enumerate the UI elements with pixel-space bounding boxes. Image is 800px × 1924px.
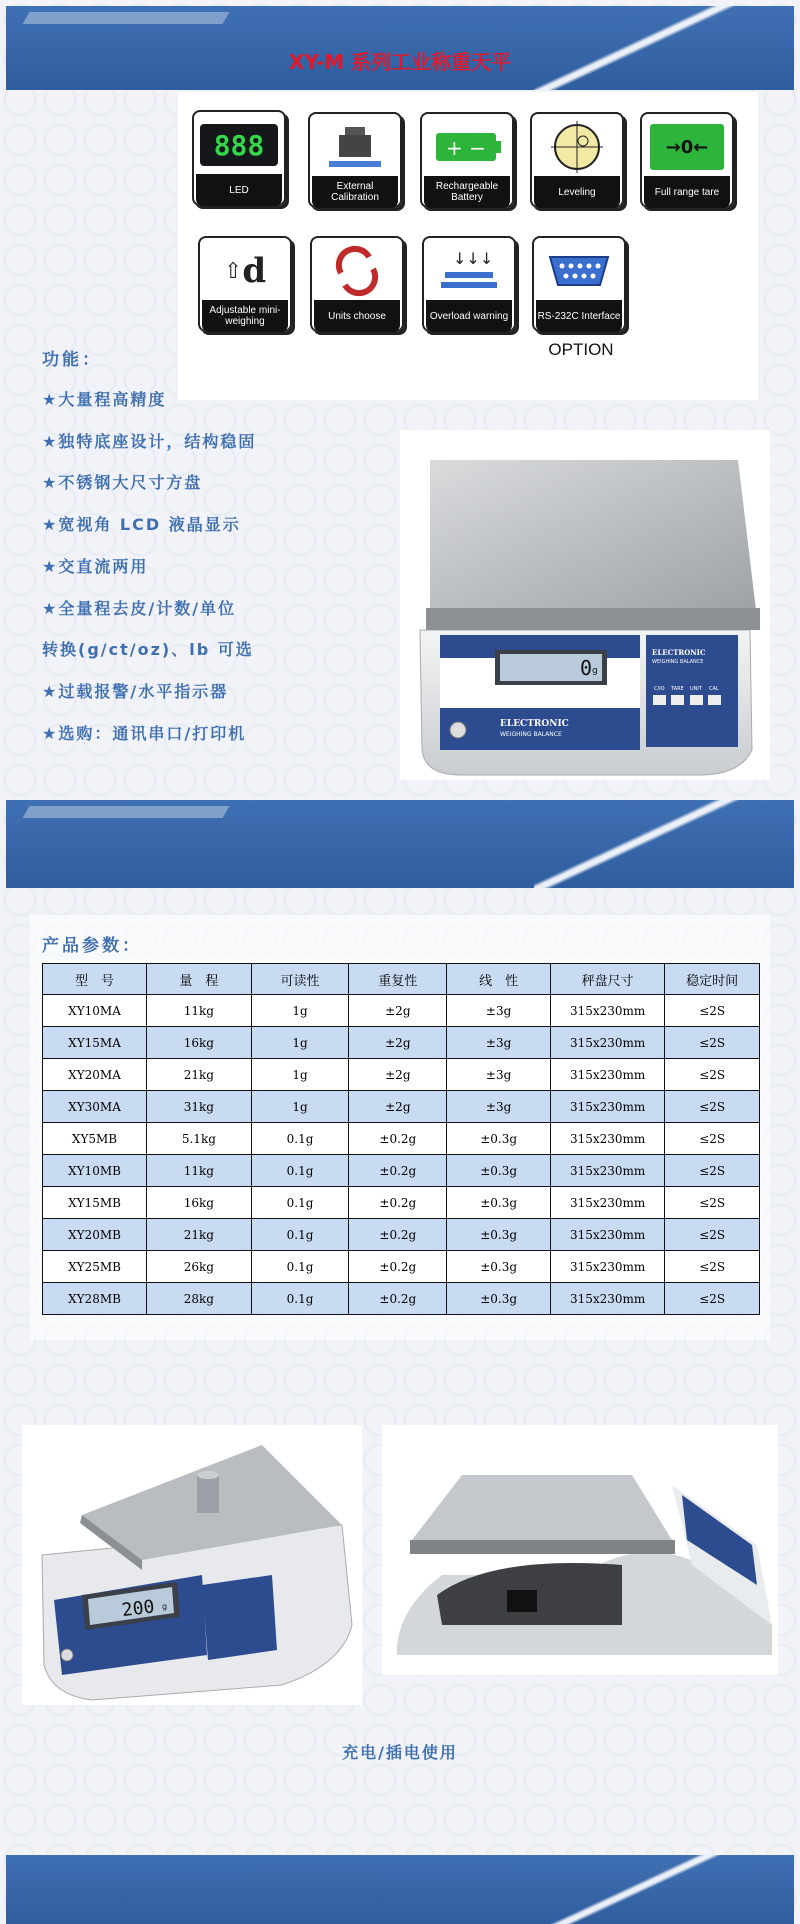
spec-cell: ±3g	[447, 1091, 551, 1123]
spec-cell: ±3g	[447, 1027, 551, 1059]
spec-cell: 1g	[251, 1091, 349, 1123]
spec-cell: ≤2S	[665, 1187, 760, 1219]
spec-cell: ±0.3g	[447, 1283, 551, 1315]
section-banner	[6, 800, 794, 888]
svg-text:ELECTRONIC: ELECTRONIC	[652, 648, 706, 657]
spec-cell: ≤2S	[665, 1091, 760, 1123]
feature-item: ★选购：通讯串口/打印机	[42, 723, 247, 743]
feature-icon-units	[310, 236, 404, 332]
spec-cell: ±0.2g	[349, 1123, 447, 1155]
spec-cell: XY10MB	[43, 1155, 147, 1187]
feature-icon-battery	[420, 112, 514, 208]
scale-reading: 0	[580, 656, 593, 680]
spec-cell: 1g	[251, 1059, 349, 1091]
scale-photo-weight	[22, 1425, 362, 1705]
feature-icon-label: External Calibration	[312, 176, 398, 208]
caption-charge: 充电/插电使用	[342, 1743, 458, 1762]
spec-row	[43, 995, 760, 1027]
spec-row	[43, 1219, 760, 1251]
spec-cell: ≤2S	[665, 1251, 760, 1283]
spec-header-cell: 重复性	[349, 964, 447, 995]
feature-item: ★宽视角 LCD 液晶显示	[42, 515, 241, 535]
svg-text:CAL: CAL	[709, 686, 719, 692]
spec-cell: 21kg	[147, 1059, 252, 1091]
spec-cell: 315x230mm	[550, 1123, 664, 1155]
feature-item: ★全量程去皮/计数/单位	[42, 598, 237, 618]
spec-table	[42, 963, 760, 1315]
svg-text:TARE: TARE	[671, 686, 684, 692]
spec-cell: 315x230mm	[550, 1155, 664, 1187]
spec-row	[43, 1027, 760, 1059]
feature-item: 转换(g/ct/oz)、lb 可选	[42, 640, 254, 660]
svg-text:WEIGHING BALANCE: WEIGHING BALANCE	[500, 731, 562, 738]
spec-cell: 315x230mm	[550, 1251, 664, 1283]
feature-icon-label: Full range tare	[644, 176, 730, 208]
spec-cell: 0.1g	[251, 1123, 349, 1155]
spec-cell: 0.1g	[251, 1251, 349, 1283]
spec-cell: ±0.3g	[447, 1123, 551, 1155]
spec-cell: 16kg	[147, 1027, 252, 1059]
spec-header-cell: 线 性	[447, 964, 551, 995]
leveling-icon	[536, 118, 618, 176]
feature-icon-overload	[422, 236, 516, 332]
spec-cell: ±0.2g	[349, 1251, 447, 1283]
spec-cell: ≤2S	[665, 1219, 760, 1251]
spec-cell: ±3g	[447, 995, 551, 1027]
spec-cell: ±3g	[447, 1059, 551, 1091]
svg-text:UNIT: UNIT	[690, 686, 702, 692]
spec-header-cell: 型 号	[43, 964, 147, 995]
spec-cell: ±0.2g	[349, 1155, 447, 1187]
spec-cell: ≤2S	[665, 1283, 760, 1315]
footer-banner	[6, 1855, 794, 1924]
spec-cell: 1g	[251, 995, 349, 1027]
feature-icon-label: RS-232C Interface	[536, 300, 622, 332]
spec-header-cell: 可读性	[251, 964, 349, 995]
rs232-icon	[538, 242, 620, 300]
spec-cell: XY20MB	[43, 1219, 147, 1251]
spec-cell: 315x230mm	[550, 1219, 664, 1251]
spec-cell: ±2g	[349, 1027, 447, 1059]
svg-text:g: g	[592, 666, 598, 676]
svg-text:+ −: + −	[446, 136, 486, 160]
spec-cell: ±0.3g	[447, 1187, 551, 1219]
spec-cell: ±2g	[349, 1059, 447, 1091]
spec-cell: XY15MB	[43, 1187, 147, 1219]
spec-cell: ≤2S	[665, 1155, 760, 1187]
spec-header-cell: 稳定时间	[665, 964, 760, 995]
spec-cell: 315x230mm	[550, 995, 664, 1027]
calibration-icon	[314, 118, 396, 176]
spec-row	[43, 1187, 760, 1219]
spec-row	[43, 1123, 760, 1155]
spec-cell: 28kg	[147, 1283, 252, 1315]
spec-row	[43, 1155, 760, 1187]
feature-icon-leveling	[530, 112, 624, 208]
feature-icon-label: LED	[196, 174, 282, 206]
spec-cell: XY10MA	[43, 995, 147, 1027]
spec-cell: 0.1g	[251, 1219, 349, 1251]
features-title: 功能：	[42, 350, 102, 370]
units-icon	[316, 242, 398, 300]
spec-cell: ±0.3g	[447, 1155, 551, 1187]
feature-icon-label: Rechargeable Battery	[424, 176, 510, 208]
spec-cell: ±0.2g	[349, 1187, 447, 1219]
spec-cell: XY15MA	[43, 1027, 147, 1059]
option-label: OPTION	[548, 340, 614, 359]
spec-cell: 315x230mm	[550, 1027, 664, 1059]
spec-cell: XY5MB	[43, 1123, 147, 1155]
spec-cell: 5.1kg	[147, 1123, 252, 1155]
spec-cell: 16kg	[147, 1187, 252, 1219]
feature-item: ★独特底座设计，结构稳固	[42, 431, 257, 451]
spec-cell: ±0.2g	[349, 1283, 447, 1315]
spec-cell: 26kg	[147, 1251, 252, 1283]
feature-item: ★交直流两用	[42, 556, 149, 576]
feature-item: ★大量程高精度	[42, 390, 167, 409]
spec-cell: 315x230mm	[550, 1091, 664, 1123]
battery-icon	[426, 118, 508, 176]
spec-header-cell: 量 程	[147, 964, 252, 995]
svg-text:C/IO: C/IO	[654, 686, 665, 692]
spec-row	[43, 1283, 760, 1315]
spec-cell: ≤2S	[665, 1059, 760, 1091]
spec-cell: XY20MA	[43, 1059, 147, 1091]
page-title: XY-M 系列工业称重天平	[288, 50, 512, 74]
svg-text:WEIGHING BALANCE: WEIGHING BALANCE	[652, 659, 704, 665]
feature-icon-label: Leveling	[534, 176, 620, 208]
feature-icon-tare	[640, 112, 734, 208]
spec-cell: ±0.3g	[447, 1219, 551, 1251]
spec-cell: 0.1g	[251, 1283, 349, 1315]
spec-cell: ±2g	[349, 1091, 447, 1123]
spec-row	[43, 1059, 760, 1091]
spec-row	[43, 1091, 760, 1123]
feature-icon-led	[192, 110, 286, 206]
scale-brand: ELECTRONIC	[500, 719, 569, 729]
spec-cell: ≤2S	[665, 1027, 760, 1059]
spec-cell: ≤2S	[665, 1123, 760, 1155]
tare-icon: →0←	[646, 118, 728, 176]
spec-cell: 11kg	[147, 995, 252, 1027]
mini-weighing-icon: ⇧ d	[223, 251, 267, 291]
spec-cell: XY28MB	[43, 1283, 147, 1315]
spec-cell: ±0.3g	[447, 1251, 551, 1283]
svg-text:↓↓↓: ↓↓↓	[453, 249, 494, 268]
spec-cell: 315x230mm	[550, 1283, 664, 1315]
scale-photo-side	[382, 1425, 778, 1675]
feature-icon-mini-weighing	[198, 236, 292, 332]
feature-item: ★不锈钢大尺寸方盘	[42, 473, 203, 493]
svg-text:g: g	[162, 1602, 168, 1611]
feature-icon-label: Overload warning	[426, 300, 512, 332]
spec-cell: ±0.2g	[349, 1219, 447, 1251]
spec-cell: 315x230mm	[550, 1187, 664, 1219]
feature-icon-calibration	[308, 112, 402, 208]
spec-cell: ≤2S	[665, 995, 760, 1027]
led-icon: 888	[198, 116, 280, 174]
spec-cell: 11kg	[147, 1155, 252, 1187]
spec-cell: ±2g	[349, 995, 447, 1027]
spec-row	[43, 1251, 760, 1283]
spec-cell: 0.1g	[251, 1155, 349, 1187]
feature-icon-label: Adjustable mini-weighing	[202, 300, 288, 332]
scale-photo-main	[400, 430, 770, 780]
spec-cell: 315x230mm	[550, 1059, 664, 1091]
overload-icon	[428, 242, 510, 300]
feature-item: ★过载报警/水平指示器	[42, 681, 229, 701]
spec-cell: 0.1g	[251, 1187, 349, 1219]
params-title: 产品参数：	[42, 936, 142, 956]
feature-icon-rs232	[532, 236, 626, 332]
spec-cell: XY30MA	[43, 1091, 147, 1123]
feature-icon-label: Units choose	[314, 300, 400, 332]
spec-cell: 1g	[251, 1027, 349, 1059]
spec-cell: XY25MB	[43, 1251, 147, 1283]
photo2-reading: 200	[120, 1596, 156, 1622]
spec-cell: 21kg	[147, 1219, 252, 1251]
spec-header-cell: 秤盘尺寸	[550, 964, 664, 995]
spec-cell: 31kg	[147, 1091, 252, 1123]
